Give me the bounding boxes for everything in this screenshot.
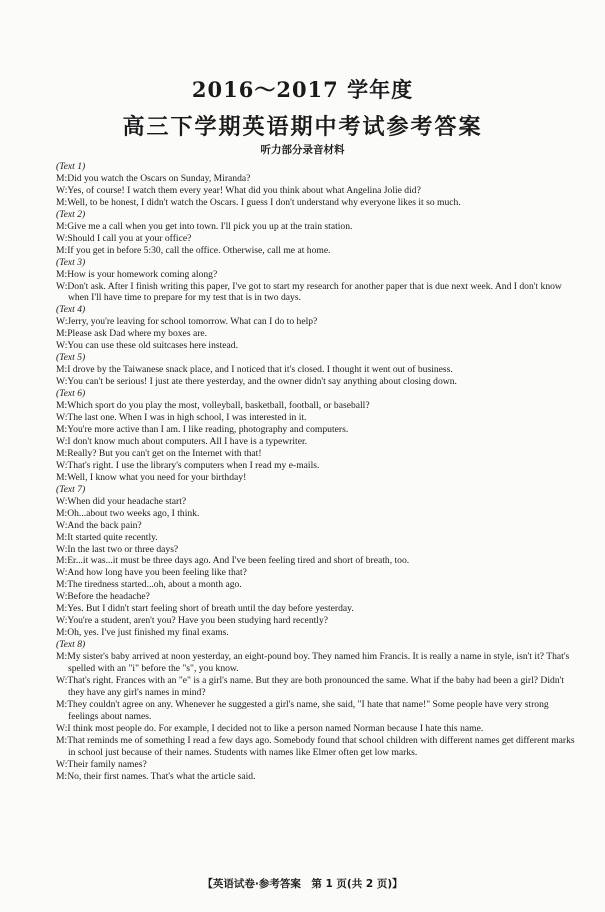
page-title: 高三下学期英语期中考试参考答案 — [122, 115, 483, 140]
text-section-label: (Text 3) — [56, 256, 86, 268]
dialogue-line: M:How is your homework coming along? — [56, 268, 218, 280]
dialogue-line: M:The tiredness started...oh, about a month ago. — [56, 579, 242, 591]
dialogue-line: W:You can't be serious! I just ate there yesterday, and the owner didn't say anything about closing down. — [56, 376, 457, 388]
text-section-label: (Text 7) — [56, 483, 86, 495]
dialogue-line: M:My sister's baby arrived at noon yesterday, an eight-pound boy. They named him Francis. It is really a name in style, isn't it? That's spelled with an "i" before the "s", you know. — [56, 651, 570, 675]
dialogue-line: M:Well, to be honest, I didn't watch the Oscars. I guess I don't understand why everyone likes it so much. — [56, 196, 461, 208]
dialogue-line: M:Really? But you can't get on the Internet with that! — [56, 447, 262, 459]
dialogue-line: M:If you get in before 5:30, call the office. Otherwise, call me at home. — [56, 244, 331, 256]
dialogue-line: M:It started quite recently. — [56, 531, 158, 543]
dialogue-line: W:And the back pain? — [56, 519, 142, 531]
dialogue-line: W:Jerry, you're leaving for school tomorrow. What can I do to help? — [56, 316, 318, 328]
dialogue-line: W:Yes, of course! I watch them every year! What did you think about what Angelina Jolie did? — [56, 184, 421, 196]
dialogue-line: M:I drove by the Taiwanese snack place, and I noticed that it's closed. I thought it went out of business. — [56, 364, 453, 376]
page-subtitle: 听力部分录音材料 — [260, 144, 345, 156]
dialogue-line: W:Don't ask. After I finish writing this paper, I've got to start my research for another paper that is due next week. And I don't know when I'll have time to prepare for my test that is in two days. — [56, 280, 562, 304]
dialogue-line: W:Their family names? — [56, 758, 147, 770]
dialogue-line: W:And how long have you been feeling like that? — [56, 567, 247, 579]
dialogue-line: W:Before the headache? — [56, 591, 150, 603]
dialogue-line: M:You're more active than I am. I like reading, photography and computers. — [56, 423, 349, 435]
text-section-label: (Text 8) — [56, 639, 86, 651]
dialogue-line: W:When did your headache start? — [56, 495, 187, 507]
dialogue-line: M:That reminds me of something I read a few days ago. Somebody found that school children with different names get different marks in school just because of their names. Students with names like Elmer often get low marks. — [56, 734, 575, 758]
dialogue-line: W:You can use these old suitcases here instead. — [56, 340, 238, 352]
text-section-label: (Text 5) — [56, 352, 86, 364]
dialogue-line: M:Please ask Dad where my boxes are. — [56, 328, 208, 340]
dialogue-line: M:Well, I know what you need for your birthday! — [56, 471, 247, 483]
dialogue-line: M:Give me a call when you get into town. I'll pick you up at the train station. — [56, 220, 353, 232]
school-year-heading: 2016～2017 学年度 — [191, 77, 414, 102]
dialogue-line: M:Oh...about two weeks ago, I think. — [56, 507, 200, 519]
text-section-label: (Text 1) — [56, 161, 86, 172]
dialogue-line: W:That's right. Frances with an "e" is a girl's name. But they are both pronounced the same. What if the baby had been a girl? Didn't they have any girl's names in mind? — [56, 674, 565, 698]
dialogue-line: M:Which sport do you play the most, volleyball, basketball, football, or baseball? — [56, 400, 370, 412]
dialogue-line: M:Er...it was...it must be three days ago. And I've been feeling tired and short of breath, too. — [56, 555, 410, 567]
text-section-label: (Text 4) — [56, 304, 86, 316]
dialogue-line: M:Oh, yes. I've just finished my final exams. — [56, 627, 229, 639]
text-section-label: (Text 2) — [56, 208, 86, 220]
dialogue-line: W:You're a student, aren't you? Have you been studying hard recently? — [56, 615, 329, 627]
dialogue-line: M:No, their first names. That's what the article said. — [56, 770, 256, 782]
dialogue-line: M:They couldn't agree on any. Whenever he suggested a girl's name, she said, "I hate that name!" Some people have very strong feelings about names. — [56, 698, 549, 722]
dialogue-line: W:I think most people do. For example, I decided not to like a person named Norman because I hate this name. — [56, 722, 484, 734]
dialogue-line: M:Yes. But I didn't start feeling short of breath until the day before yesterday. — [56, 603, 354, 615]
dialogue-line: W:I don't know much about computers. All I have is a typewriter. — [56, 435, 308, 447]
dialogue-line: M:Did you watch the Oscars on Sunday, Miranda? — [56, 172, 251, 184]
page-footer: 【英语试卷·参考答案 第 1 页(共 2 页)】 — [202, 878, 403, 890]
listening-transcript — [56, 161, 578, 783]
dialogue-line: W:That's right. I use the library's computers when I read my e-mails. — [56, 459, 320, 471]
dialogue-line: W:In the last two or three days? — [56, 543, 179, 555]
dialogue-line: W:The last one. When I was in high school, I was interested in it. — [56, 412, 307, 424]
text-section-label: (Text 6) — [56, 388, 86, 400]
dialogue-line: W:Should I call you at your office? — [56, 232, 192, 244]
